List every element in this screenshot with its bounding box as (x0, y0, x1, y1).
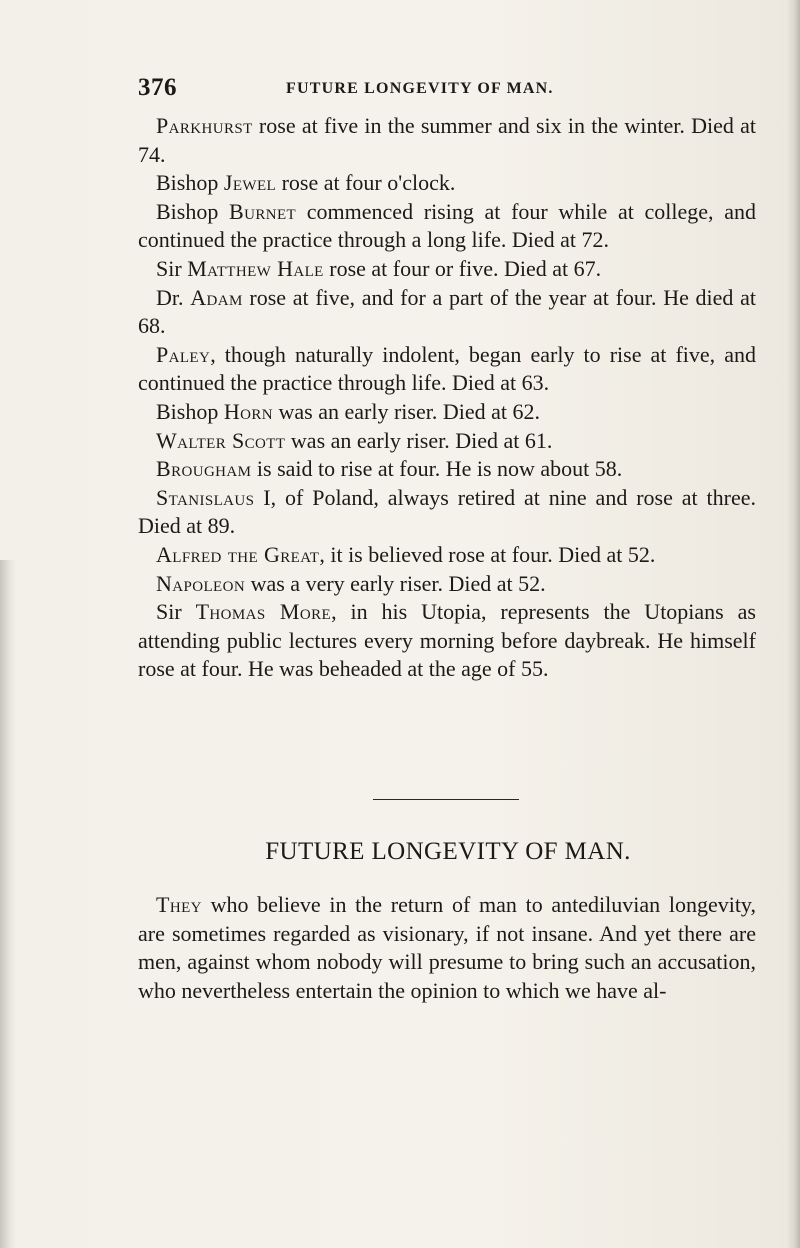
entry-paragraph (138, 198, 756, 255)
page-edge-shadow (786, 0, 800, 1248)
entry-name: Napoleon (156, 570, 246, 596)
entry-name: Walter Scott (156, 427, 286, 453)
entry-paragraph (138, 169, 756, 198)
entry-name: Thomas More (195, 599, 332, 625)
entry-name: Brougham (156, 456, 252, 482)
entry-text: rose at five in the summer and six in the winter. Died at 74. (138, 113, 756, 167)
entry-prefix: Sir (156, 599, 196, 625)
page-number: 376 (138, 74, 177, 101)
entry-text: is said to rise at four. He is now about 58. (251, 456, 623, 482)
entry-name: Matthew Hale (187, 255, 324, 281)
section-paragraph (138, 891, 756, 1005)
entry-prefix: Bishop (156, 398, 224, 424)
section-divider (373, 799, 519, 800)
entry-paragraph (138, 484, 756, 541)
section-body (138, 891, 756, 1005)
entry-prefix: Sir (156, 255, 188, 281)
entry-paragraph (138, 284, 756, 341)
entry-text: was a very early riser. Died at 52. (245, 570, 546, 596)
entry-text: rose at four or five. Died at 67. (323, 255, 602, 281)
entry-text: was an early riser. Died at 62. (273, 398, 540, 424)
entry-name: Paley (156, 341, 211, 367)
entry-name: Adam (190, 284, 243, 310)
entry-paragraph (138, 598, 756, 684)
entry-paragraph (138, 255, 756, 284)
body-text (138, 112, 756, 684)
entry-paragraph (138, 398, 756, 427)
entry-paragraph (138, 341, 756, 398)
entry-text: rose at four o'clock. (276, 170, 456, 196)
running-title: FUTURE LONGEVITY OF MAN. (286, 80, 554, 97)
entry-paragraph (138, 541, 756, 570)
entry-text: commenced rising at four while at college, and continued the practice through a long life. Died at 72. (138, 198, 756, 253)
entry-name: Horn (223, 398, 274, 424)
entry-text: was an early riser. Died at 61. (285, 427, 553, 453)
running-head (138, 74, 738, 110)
entry-text: , it is believed rose at four. Died at 52. (319, 541, 656, 567)
entry-name: Burnet (229, 198, 297, 224)
entry-paragraph (138, 427, 756, 456)
entry-prefix: Dr. (156, 284, 191, 310)
entry-paragraph (138, 455, 756, 484)
section-title: FUTURE LONGEVITY OF MAN. (265, 838, 631, 865)
entry-paragraph (138, 112, 756, 169)
entry-name: Alfred the Great (156, 541, 320, 567)
entry-text: rose at five, and for a part of the year at four. He died at 68. (138, 284, 757, 339)
entry-prefix: Bishop (156, 198, 230, 224)
section-paragraph-text: who believe in the return of man to antediluvian longevity, are sometimes regarded as visionary, if not insane. And yet there are men, against whom nobody will presume to bring such an accusation, who nevertheless entertain the opinion to which we have al- (138, 892, 756, 1003)
entry-text: , though naturally indolent, began early to rise at five, and continued the practice through life. Died at 63. (138, 341, 756, 396)
entry-text: I, of Poland, always retired at nine and rose at three. Died at 89. (138, 484, 756, 539)
section-lead-word: They (156, 892, 202, 917)
page-gutter-shadow (0, 560, 16, 1248)
entry-prefix: Bishop (156, 170, 224, 196)
entry-name: Stanislaus (156, 484, 255, 510)
entry-paragraph (138, 570, 756, 599)
entry-text: , in his Utopia, represents the Utopians as attending public lectures every morning before daybreak. He himself rose at four. He was beheaded at the age of 55. (138, 599, 756, 682)
entry-name: Jewel (223, 170, 277, 196)
entry-name: Parkhurst (156, 113, 253, 138)
